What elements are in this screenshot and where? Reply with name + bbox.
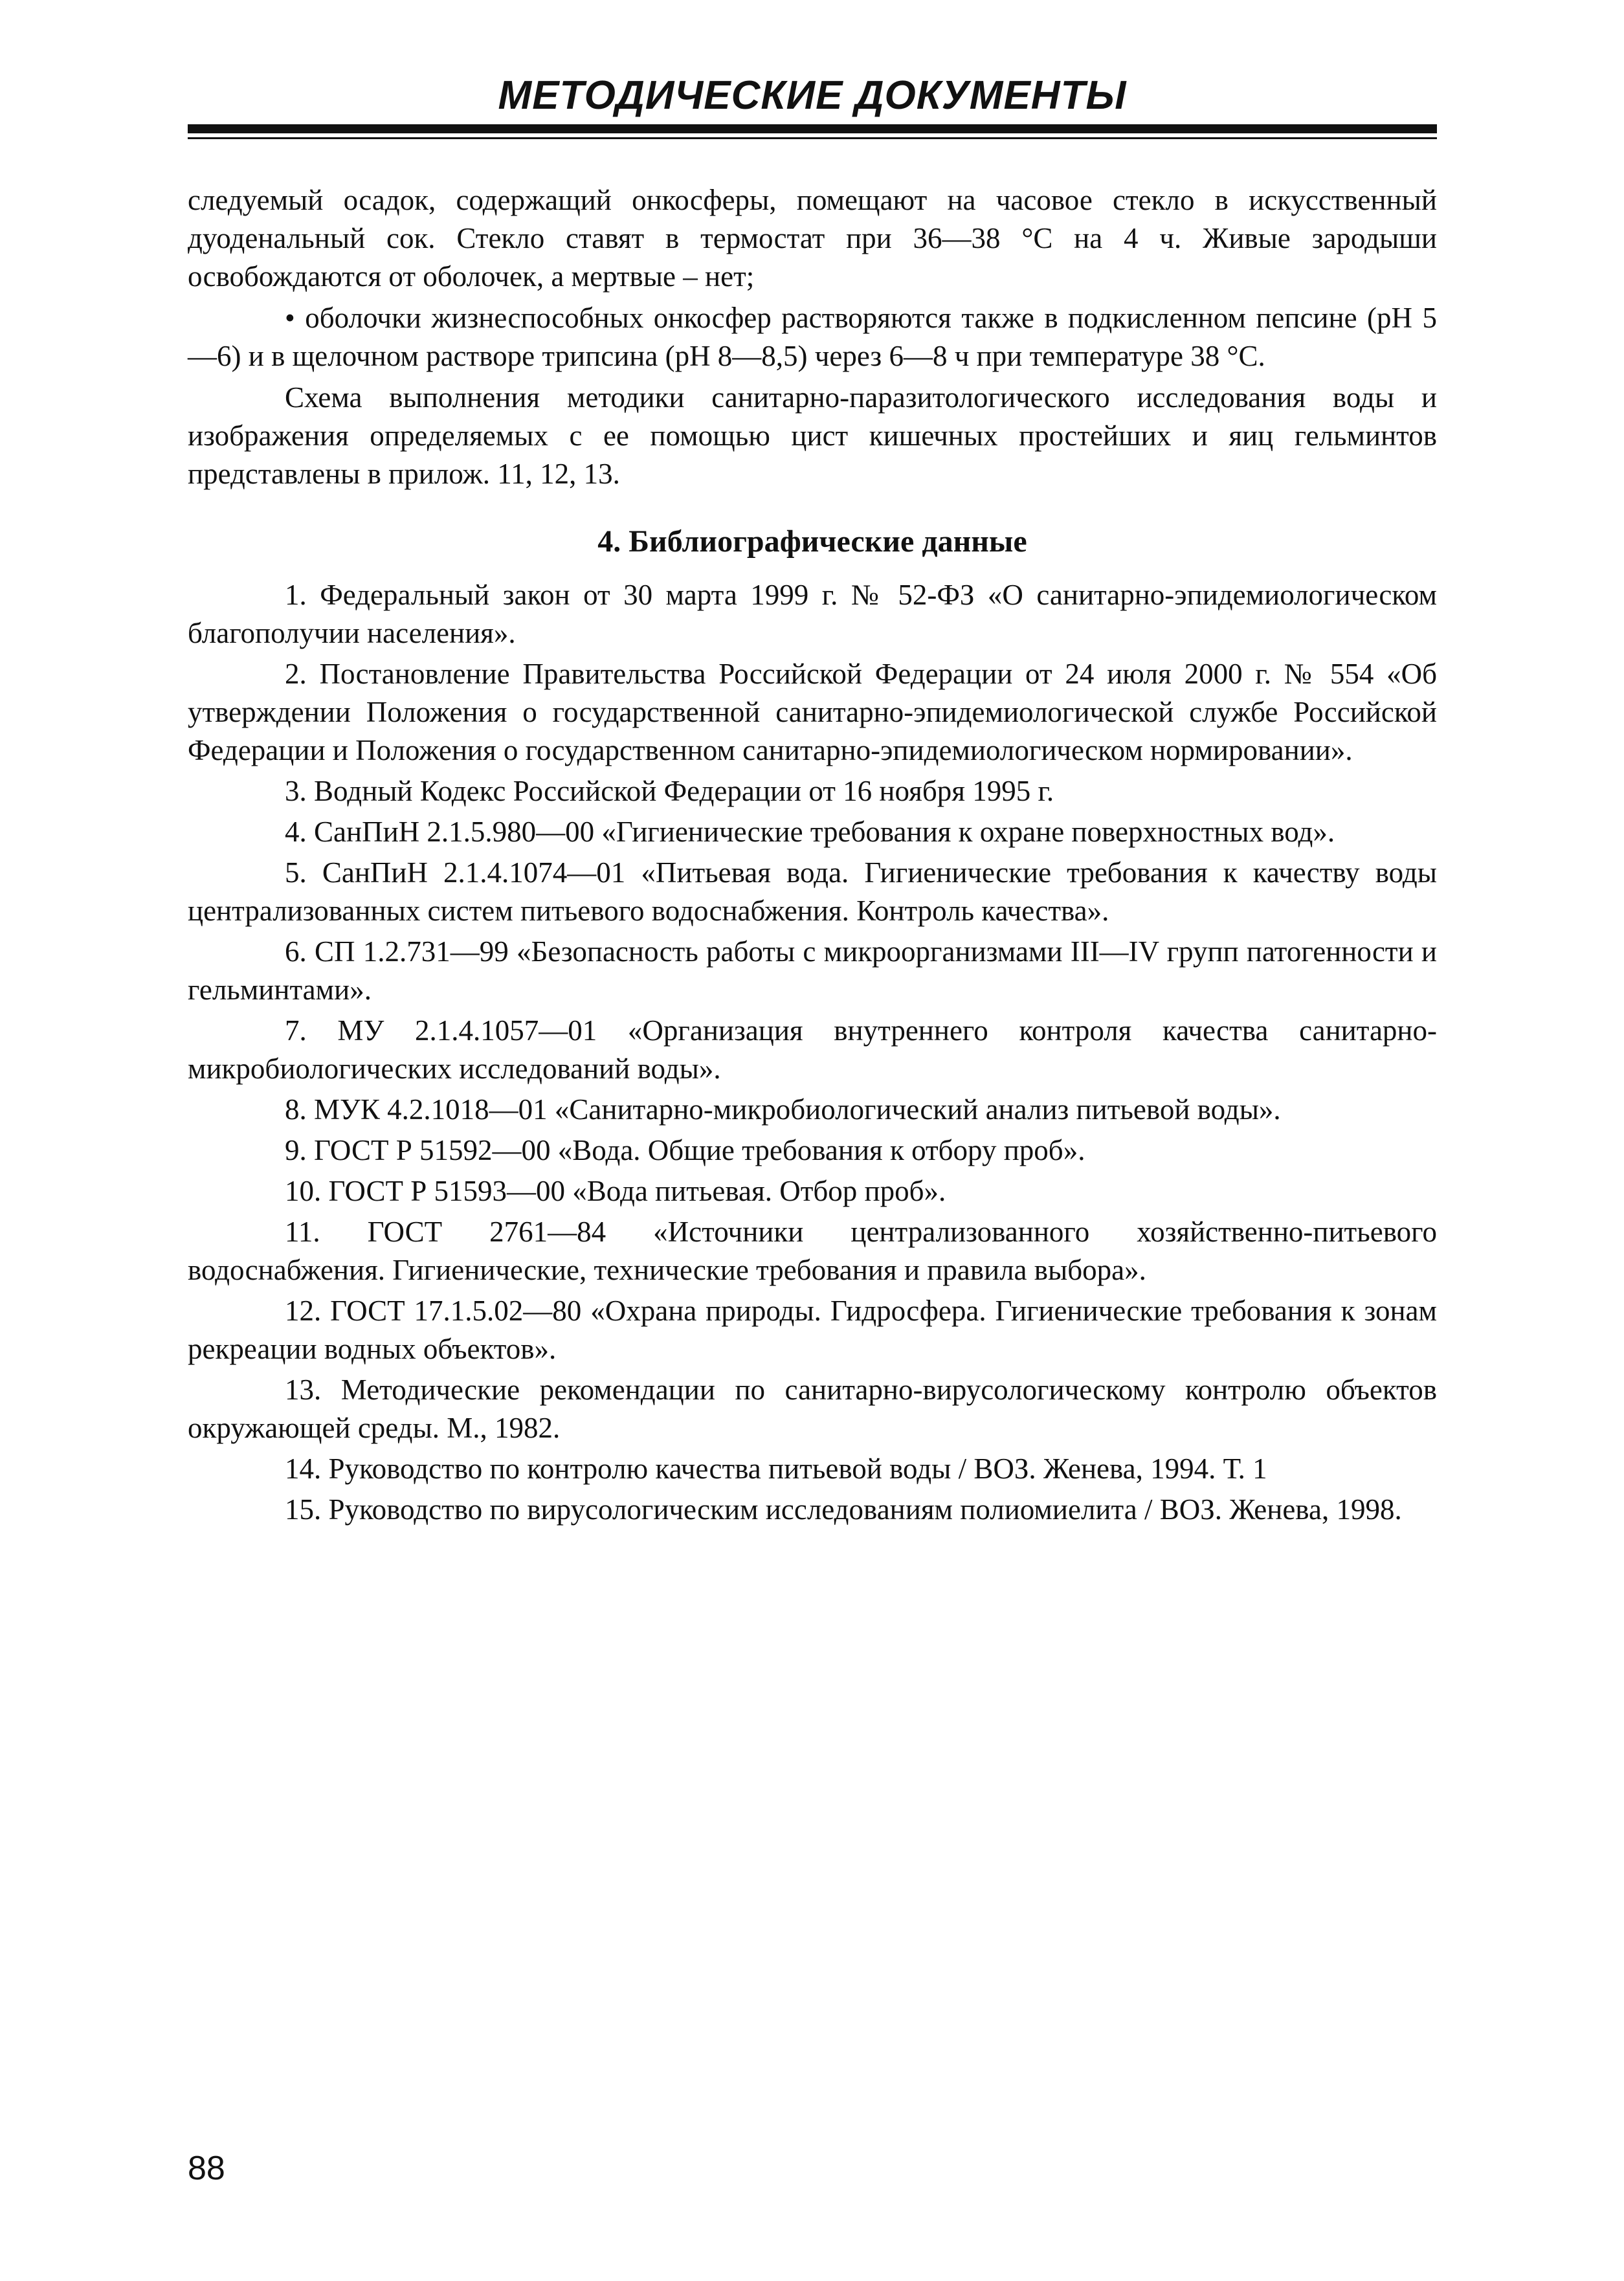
reference-item: 5. СанПиН 2.1.4.1074—01 «Питьевая вода. Гигиенические требования к качеству воды централизованных систем питьевого водоснабжения. Контроль качества». <box>188 856 1437 927</box>
body-paragraph: следуемый осадок, содержащий онкосферы, помещают на часовое стекло в искусственный дуоденальный сок. Стекло ставят в термостат при 36—38 °С на 4 ч. Живые зародыши освобождаются от оболочек, а мертвые – нет; <box>188 184 1437 293</box>
section-heading: 4. Библиографические данные <box>597 524 1027 559</box>
reference-item: 14. Руководство по контролю качества питьевой воды / ВОЗ. Женева, 1994. Т. 1 <box>285 1452 1267 1485</box>
reference-item: 11. ГОСТ 2761—84 «Источники централизованного хозяйственно-питьевого водоснабжения. Гигиенические, технические требования и правила выбора». <box>188 1216 1437 1286</box>
reference-item: 1. Федеральный закон от 30 марта 1999 г. № 52-ФЗ «О санитарно-эпидемиологическом благополучии населения». <box>188 579 1437 649</box>
reference-item: 10. ГОСТ Р 51593—00 «Вода питьевая. Отбор проб». <box>285 1175 946 1207</box>
reference-item: 3. Водный Кодекс Российской Федерации от 16 ноября 1995 г. <box>285 775 1054 807</box>
reference-item: 9. ГОСТ Р 51592—00 «Вода. Общие требования к отбору проб». <box>285 1134 1085 1166</box>
bullet-paragraph: • оболочки жизнеспособных онкосфер растворяются также в подкисленном пепсине (рН 5—6) и в щелочном растворе трипсина (рН 8—8,5) через 6—8 ч при температуре 38 °С. <box>188 302 1437 372</box>
reference-item: 13. Методические рекомендации по санитарно-вирусологическому контролю объектов окружающей среды. М., 1982. <box>188 1374 1437 1444</box>
reference-item: 15. Руководство по вирусологическим исследованиям полиомиелита / ВОЗ. Женева, 1998. <box>285 1493 1402 1526</box>
reference-list <box>188 576 1437 1529</box>
reference-item: 8. МУК 4.2.1018—01 «Санитарно-микробиологический анализ питьевой воды». <box>285 1093 1281 1126</box>
reference-item: 4. СанПиН 2.1.5.980—00 «Гигиенические требования к охране поверхностных вод». <box>285 816 1335 848</box>
reference-item: 2. Постановление Правительства Российской Федерации от 24 июля 2000 г. № 554 «Об утверждении Положения о государственной санитарно-эпидемиологической службе Российской Федерации и Положения о государственном санитарно-эпидемиологическом нормировании». <box>188 658 1437 766</box>
page-number: 88 <box>188 2150 225 2187</box>
page-content <box>188 181 1437 1531</box>
page-header-title: МЕТОДИЧЕСКИЕ ДОКУМЕНТЫ <box>498 73 1127 118</box>
reference-item: 7. МУ 2.1.4.1057—01 «Организация внутреннего контроля качества санитарно-микробиологических исследований воды». <box>188 1014 1437 1085</box>
header-rule-thin <box>188 137 1437 139</box>
body-paragraph: Схема выполнения методики санитарно-паразитологического исследования воды и изображения определяемых с ее помощью цист кишечных простейших и яиц гельминтов представлены в прилож. 11, 12, 13. <box>188 381 1437 490</box>
reference-item: 12. ГОСТ 17.1.5.02—80 «Охрана природы. Гидросфера. Гигиенические требования к зонам рекреации водных объектов». <box>188 1295 1437 1365</box>
reference-item: 6. СП 1.2.731—99 «Безопасность работы с микроорганизмами III—IV групп патогенности и гельминтами». <box>188 935 1437 1006</box>
header-rule-thick <box>188 124 1437 133</box>
